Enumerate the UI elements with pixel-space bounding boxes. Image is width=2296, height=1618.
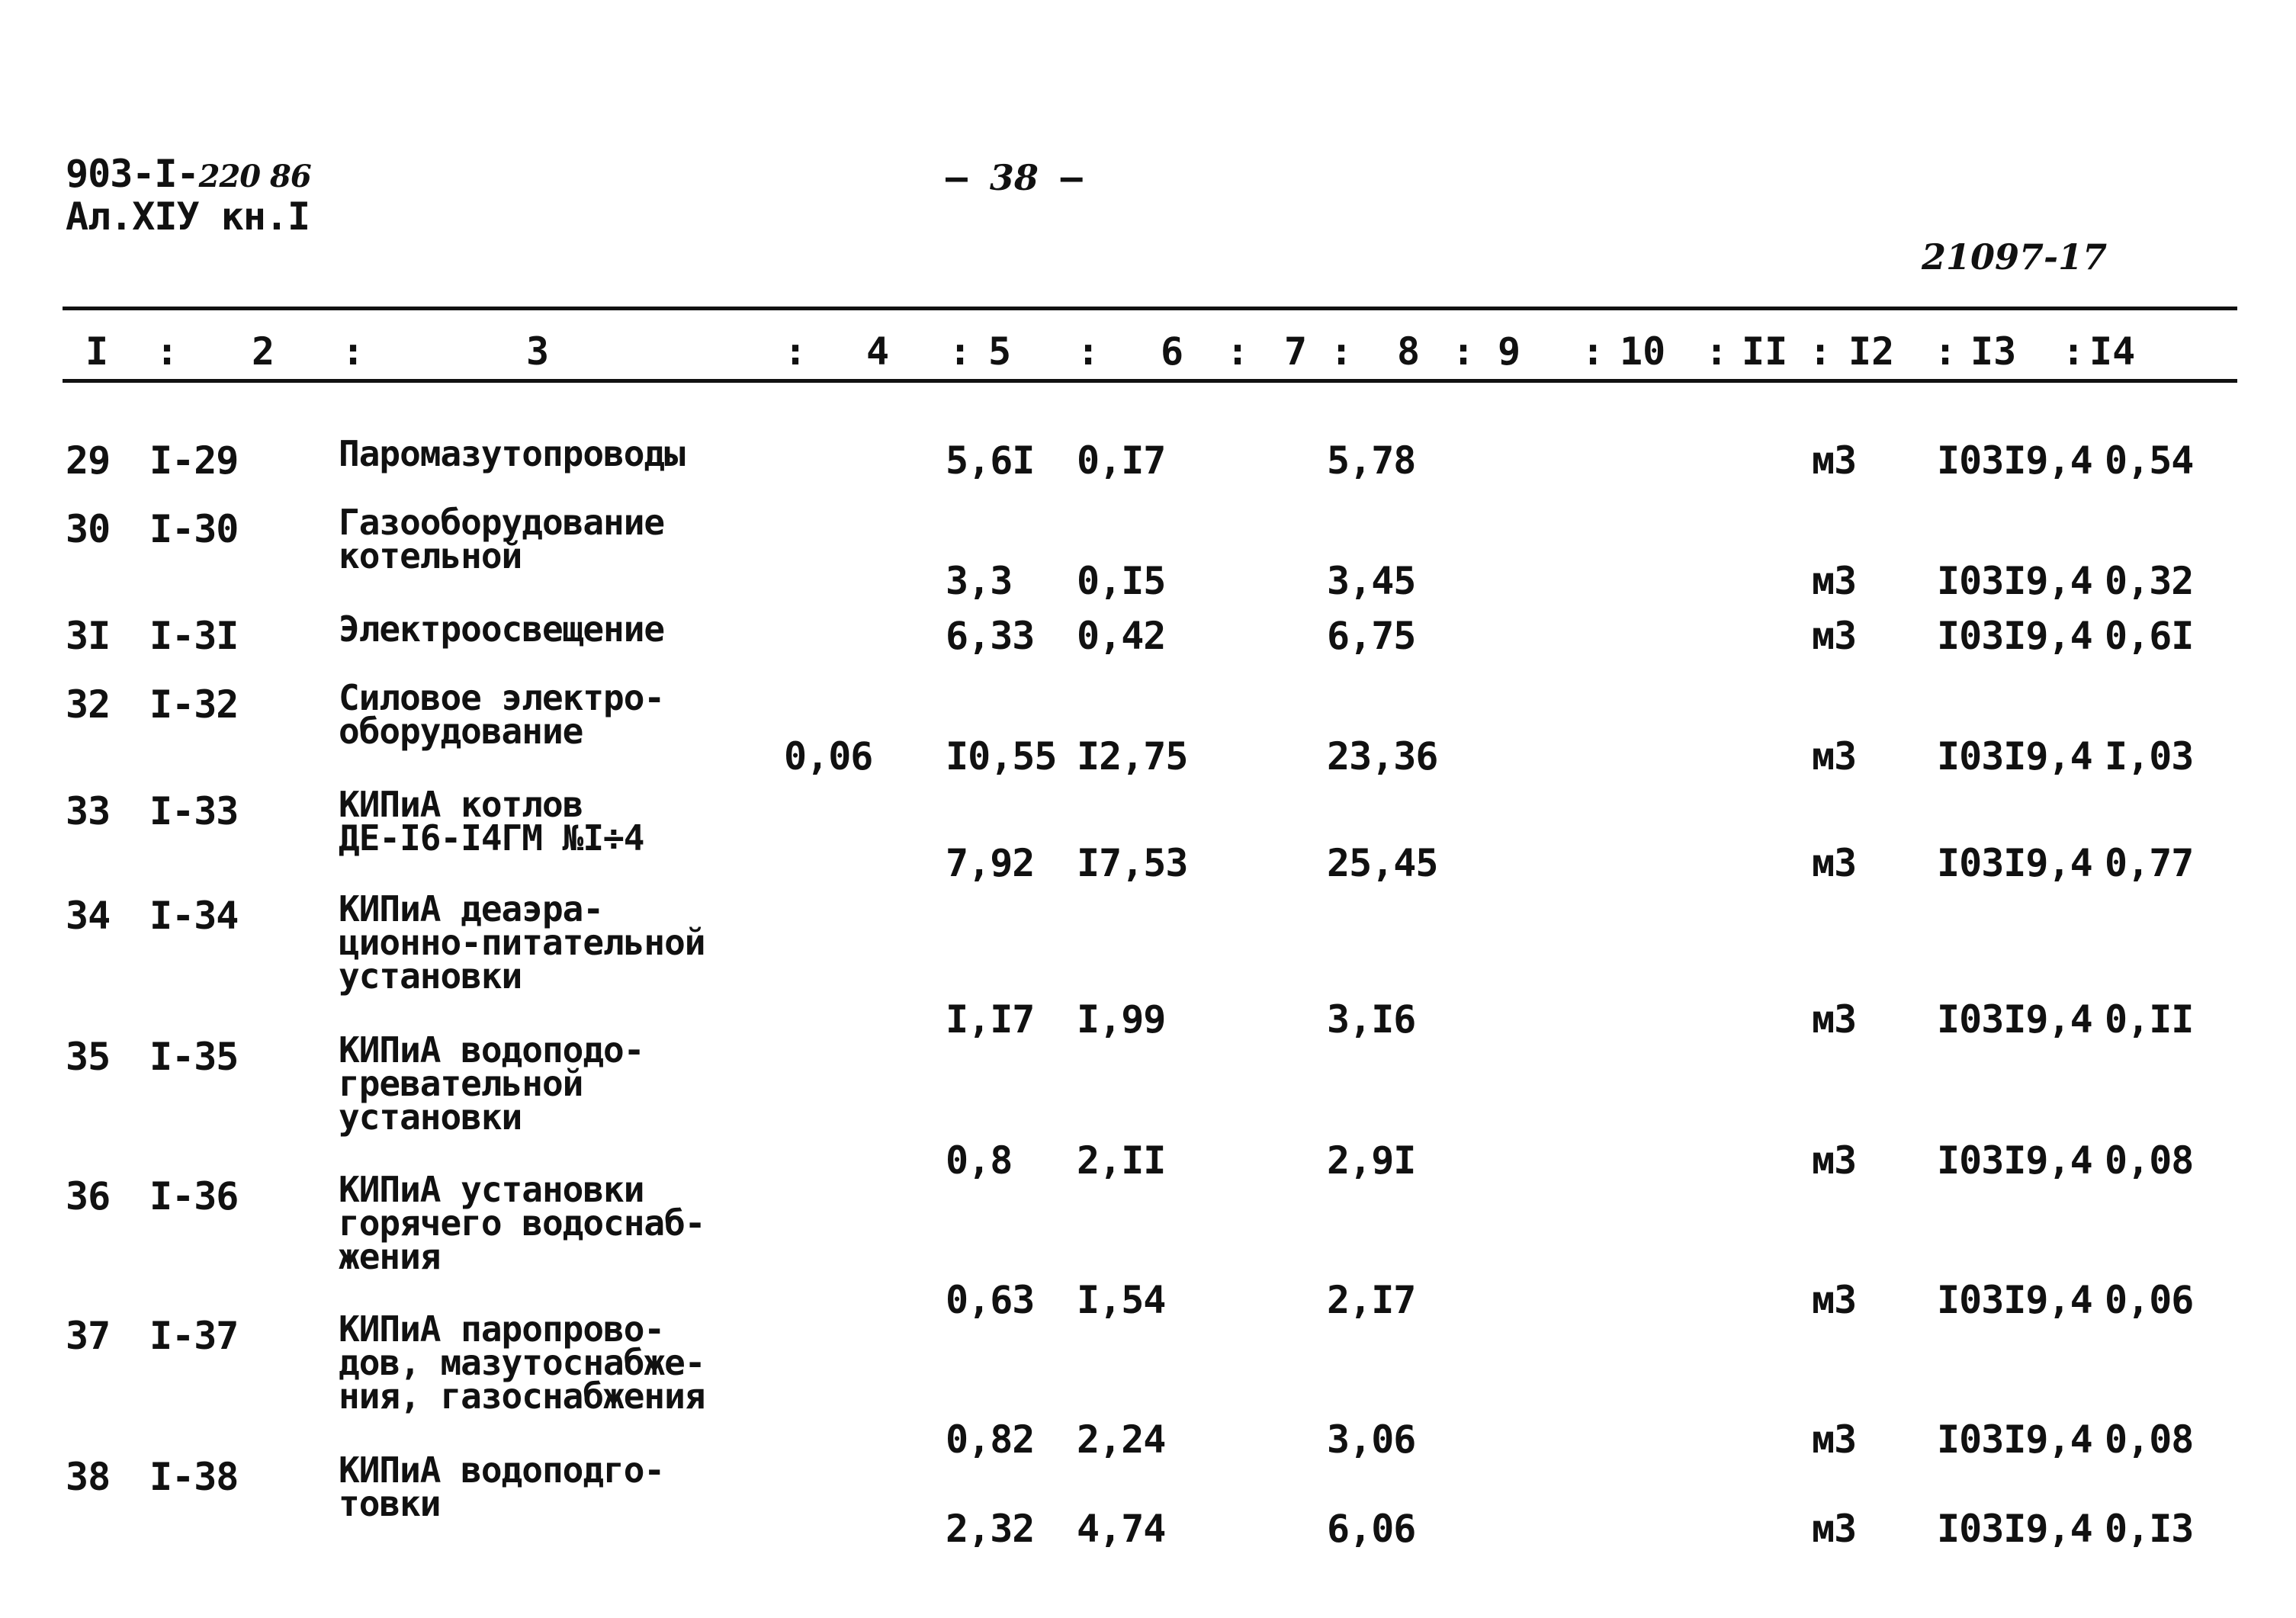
column-separator: : xyxy=(1809,329,1832,374)
row-name: КИПиА установки горячего водоснаб- жения xyxy=(339,1169,705,1277)
cell-col6: I,54 xyxy=(1077,1278,1166,1322)
column-header-label: 5 xyxy=(988,329,1012,374)
cell-col5: 7,92 xyxy=(946,841,1035,885)
column-separator: : xyxy=(949,329,972,374)
column-separator: : xyxy=(342,329,365,374)
column-separator: : xyxy=(1077,329,1100,374)
column-separator: : xyxy=(1705,329,1729,374)
cell-col5: I,I7 xyxy=(946,997,1035,1042)
row-number: 35 xyxy=(66,1035,111,1079)
column-header-label: I2 xyxy=(1848,329,1895,374)
cell-col14: 0,06 xyxy=(2105,1278,2194,1322)
row-number: 36 xyxy=(66,1174,111,1218)
column-separator: : xyxy=(2062,329,2086,374)
column-header-label: 3 xyxy=(526,329,550,374)
cell-col5: 5,6I xyxy=(946,438,1035,483)
cell-col6: 2,24 xyxy=(1077,1417,1166,1462)
cell-col6: 4,74 xyxy=(1077,1507,1166,1551)
cell-col6: I2,75 xyxy=(1077,734,1188,779)
cell-col13: I03I9,4 xyxy=(1937,1138,2092,1183)
document-code-handwritten: 220 86 xyxy=(198,159,311,194)
column-separator: : xyxy=(1452,329,1476,374)
cell-col14: 0,08 xyxy=(2105,1138,2194,1183)
cell-col13: I03I9,4 xyxy=(1937,841,2092,885)
cell-col14: 0,6I xyxy=(2105,614,2194,658)
cell-col6: 0,I7 xyxy=(1077,438,1166,483)
cell-unit: м3 xyxy=(1812,614,1857,658)
cell-col13: I03I9,4 xyxy=(1937,997,2092,1042)
cell-col8: 3,I6 xyxy=(1327,997,1416,1042)
cell-col6: 0,I5 xyxy=(1077,559,1166,603)
column-header-label: I4 xyxy=(2089,329,2136,374)
cell-col4: 0,06 xyxy=(784,734,873,779)
row-name: КИПиА котлов ДЕ-I6-I4ГМ №I÷4 xyxy=(339,784,644,859)
cell-col14: I,03 xyxy=(2105,734,2194,779)
cell-col8: 6,06 xyxy=(1327,1507,1416,1551)
row-number: 29 xyxy=(66,438,111,483)
column-separator: : xyxy=(1934,329,1957,374)
cell-col14: 0,32 xyxy=(2105,559,2194,603)
cell-col8: 5,78 xyxy=(1327,438,1416,483)
cell-col14: 0,I3 xyxy=(2105,1507,2194,1551)
cell-unit: м3 xyxy=(1812,1417,1857,1462)
column-header-label: 4 xyxy=(866,329,890,374)
row-number: 37 xyxy=(66,1314,111,1358)
cell-unit: м3 xyxy=(1812,1138,1857,1183)
row-code: I-37 xyxy=(149,1314,239,1358)
cell-col6: I,99 xyxy=(1077,997,1166,1042)
cell-col8: 2,I7 xyxy=(1327,1278,1416,1322)
cell-col13: I03I9,4 xyxy=(1937,1507,2092,1551)
cell-col8: 25,45 xyxy=(1327,841,1438,885)
row-code: I-32 xyxy=(149,682,239,727)
row-number: 3I xyxy=(66,614,111,658)
cell-unit: м3 xyxy=(1812,734,1857,779)
row-number: 38 xyxy=(66,1455,111,1499)
page-number: – 38 – xyxy=(946,156,1083,199)
column-header-label: 2 xyxy=(252,329,275,374)
column-header-label: 7 xyxy=(1284,329,1308,374)
row-number: 32 xyxy=(66,682,111,727)
cell-col5: 6,33 xyxy=(946,614,1035,658)
row-number: 30 xyxy=(66,507,111,551)
row-code: I-36 xyxy=(149,1174,239,1218)
row-name: Паромазутопроводы xyxy=(339,433,685,474)
archive-number: 21097-17 xyxy=(1922,236,2108,278)
row-number: 34 xyxy=(66,894,111,938)
cell-col13: I03I9,4 xyxy=(1937,1278,2092,1322)
cell-col6: 2,II xyxy=(1077,1138,1166,1183)
cell-col14: 0,II xyxy=(2105,997,2194,1042)
column-separator: : xyxy=(1330,329,1354,374)
column-header-label: I3 xyxy=(1970,329,2017,374)
cell-col8: 3,45 xyxy=(1327,559,1416,603)
cell-col5: 3,3 xyxy=(946,559,1013,603)
document-code xyxy=(66,152,311,198)
column-header-label: II xyxy=(1742,329,1788,374)
column-header-label: 6 xyxy=(1161,329,1184,374)
column-header-label: I xyxy=(85,329,109,374)
album-label: Ал.XIУ кн.I xyxy=(66,194,310,239)
cell-col13: I03I9,4 xyxy=(1937,559,2092,603)
cell-col13: I03I9,4 xyxy=(1937,614,2092,658)
row-number: 33 xyxy=(66,789,111,833)
cell-col13: I03I9,4 xyxy=(1937,734,2092,779)
row-code: I-38 xyxy=(149,1455,239,1499)
row-code: I-29 xyxy=(149,438,239,483)
row-name: КИПиА паропрово- дов, мазутоснабже- ния, газоснабжения xyxy=(339,1308,705,1417)
column-separator: : xyxy=(1582,329,1605,374)
cell-col13: I03I9,4 xyxy=(1937,1417,2092,1462)
cell-col8: 3,06 xyxy=(1327,1417,1416,1462)
column-header-label: 9 xyxy=(1498,329,1521,374)
column-separator: : xyxy=(1226,329,1250,374)
cell-col5: 0,8 xyxy=(946,1138,1013,1183)
row-code: I-34 xyxy=(149,894,239,938)
cell-col14: 0,54 xyxy=(2105,438,2194,483)
column-header-label: 10 xyxy=(1620,329,1666,374)
cell-unit: м3 xyxy=(1812,1278,1857,1322)
row-name: КИПиА водоподо- гревательной установки xyxy=(339,1029,644,1138)
cell-col5: I0,55 xyxy=(946,734,1057,779)
cell-col5: 2,32 xyxy=(946,1507,1035,1551)
row-code: I-30 xyxy=(149,507,239,551)
row-name: КИПиА водоподго- товки xyxy=(339,1449,665,1524)
row-name: Силовое электро- оборудование xyxy=(339,677,665,752)
table-header-rule xyxy=(63,379,2237,383)
cell-col14: 0,77 xyxy=(2105,841,2194,885)
cell-unit: м3 xyxy=(1812,997,1857,1042)
row-code: I-3I xyxy=(149,614,239,658)
cell-col8: 2,9I xyxy=(1327,1138,1416,1183)
cell-col8: 6,75 xyxy=(1327,614,1416,658)
cell-col5: 0,82 xyxy=(946,1417,1035,1462)
column-separator: : xyxy=(784,329,808,374)
table-top-rule xyxy=(63,307,2237,310)
row-name: Электроосвещение xyxy=(339,608,665,650)
column-separator: : xyxy=(156,329,179,374)
row-name: КИПиА деаэра- ционно-питательной установки xyxy=(339,888,705,997)
cell-col13: I03I9,4 xyxy=(1937,438,2092,483)
cell-col14: 0,08 xyxy=(2105,1417,2194,1462)
row-code: I-33 xyxy=(149,789,239,833)
cell-unit: м3 xyxy=(1812,841,1857,885)
cell-col5: 0,63 xyxy=(946,1278,1035,1322)
cell-unit: м3 xyxy=(1812,559,1857,603)
cell-col6: 0,42 xyxy=(1077,614,1166,658)
cell-unit: м3 xyxy=(1812,1507,1857,1551)
cell-col6: I7,53 xyxy=(1077,841,1188,885)
cell-unit: м3 xyxy=(1812,438,1857,483)
document-code-prefix: 903-I- xyxy=(66,152,199,196)
row-name: Газооборудование котельной xyxy=(339,502,665,576)
cell-col8: 23,36 xyxy=(1327,734,1438,779)
column-header-label: 8 xyxy=(1397,329,1421,374)
row-code: I-35 xyxy=(149,1035,239,1079)
